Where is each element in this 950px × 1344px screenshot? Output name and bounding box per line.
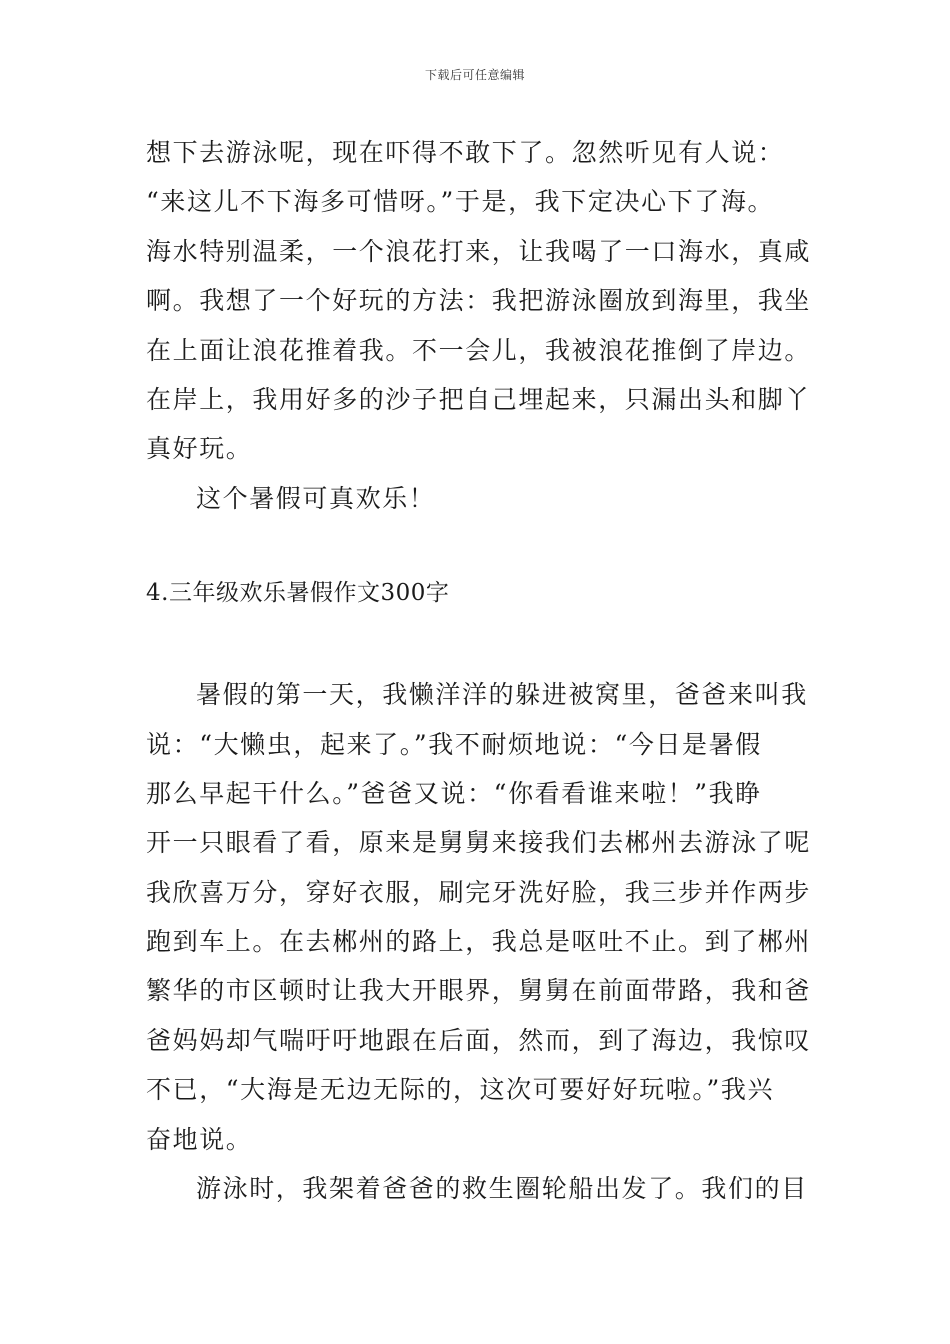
text-line: 繁华的市区顿时让我大开眼界，舅舅在前面带路，我和爸 xyxy=(146,976,812,1006)
paragraph-first-day xyxy=(146,670,812,1164)
section-heading: 4.三年级欢乐暑假作文300字 xyxy=(146,580,450,607)
text-line: 奋地说。 xyxy=(146,1124,253,1154)
text-line: 爸妈妈却气喘吁吁地跟在后面，然而，到了海边，我惊叹 xyxy=(146,1025,812,1055)
document-body xyxy=(146,128,812,1213)
text-line: 想下去游泳呢，现在吓得不敢下了。忽然听见有人说： xyxy=(146,138,785,167)
text-line: 这个暑假可真欢乐！ xyxy=(196,483,436,513)
paragraph-beach xyxy=(146,128,812,474)
text-line: 在岸上，我用好多的沙子把自己埋起来，只漏出头和脚丫 xyxy=(146,384,812,414)
text-line: 海水特别温柔，一个浪花打来，让我喝了一口海水，真咸 xyxy=(146,236,812,266)
text-line: 啊。我想了一个好玩的方法：我把游泳圈放到海里，我坐 xyxy=(146,286,812,316)
text-line: 真好玩。 xyxy=(146,434,253,464)
text-line: 跑到车上。在去郴州的路上，我总是呕吐不止。到了郴州 xyxy=(146,927,812,957)
text-line: 说：“大懒虫，起来了。”我不耐烦地说：“今日是暑假 xyxy=(146,729,762,759)
page-header: 下载后可任意编辑 xyxy=(424,68,525,82)
text-line: 暑假的第一天，我懒洋洋的躲进被窝里，爸爸来叫我 xyxy=(196,680,808,710)
text-line: 游泳时，我架着爸爸的救生圈轮船出发了。我们的目 xyxy=(196,1174,808,1204)
text-line: 我欣喜万分，穿好衣服，刷完牙洗好脸，我三步并作两步 xyxy=(146,877,812,907)
text-line: 不已，“大海是无边无际的，这次可要好好玩啦。”我兴 xyxy=(146,1075,775,1105)
text-line: 开一只眼看了看，原来是舅舅来接我们去郴州去游泳了呢 xyxy=(146,828,812,858)
paragraph-conclusion xyxy=(146,474,812,523)
text-line: 那么早起干什么。”爸爸又说：“你看看谁来啦！”我睁 xyxy=(146,778,762,808)
text-line: 在上面让浪花推着我。不一会儿，我被浪花推倒了岸边。 xyxy=(146,335,812,365)
paragraph-swimming xyxy=(146,1164,812,1213)
blank-space xyxy=(146,523,812,569)
blank-space xyxy=(146,618,812,670)
text-line: “来这儿不下海多可惜呀。”于是，我下定决心下了海。 xyxy=(146,187,775,217)
